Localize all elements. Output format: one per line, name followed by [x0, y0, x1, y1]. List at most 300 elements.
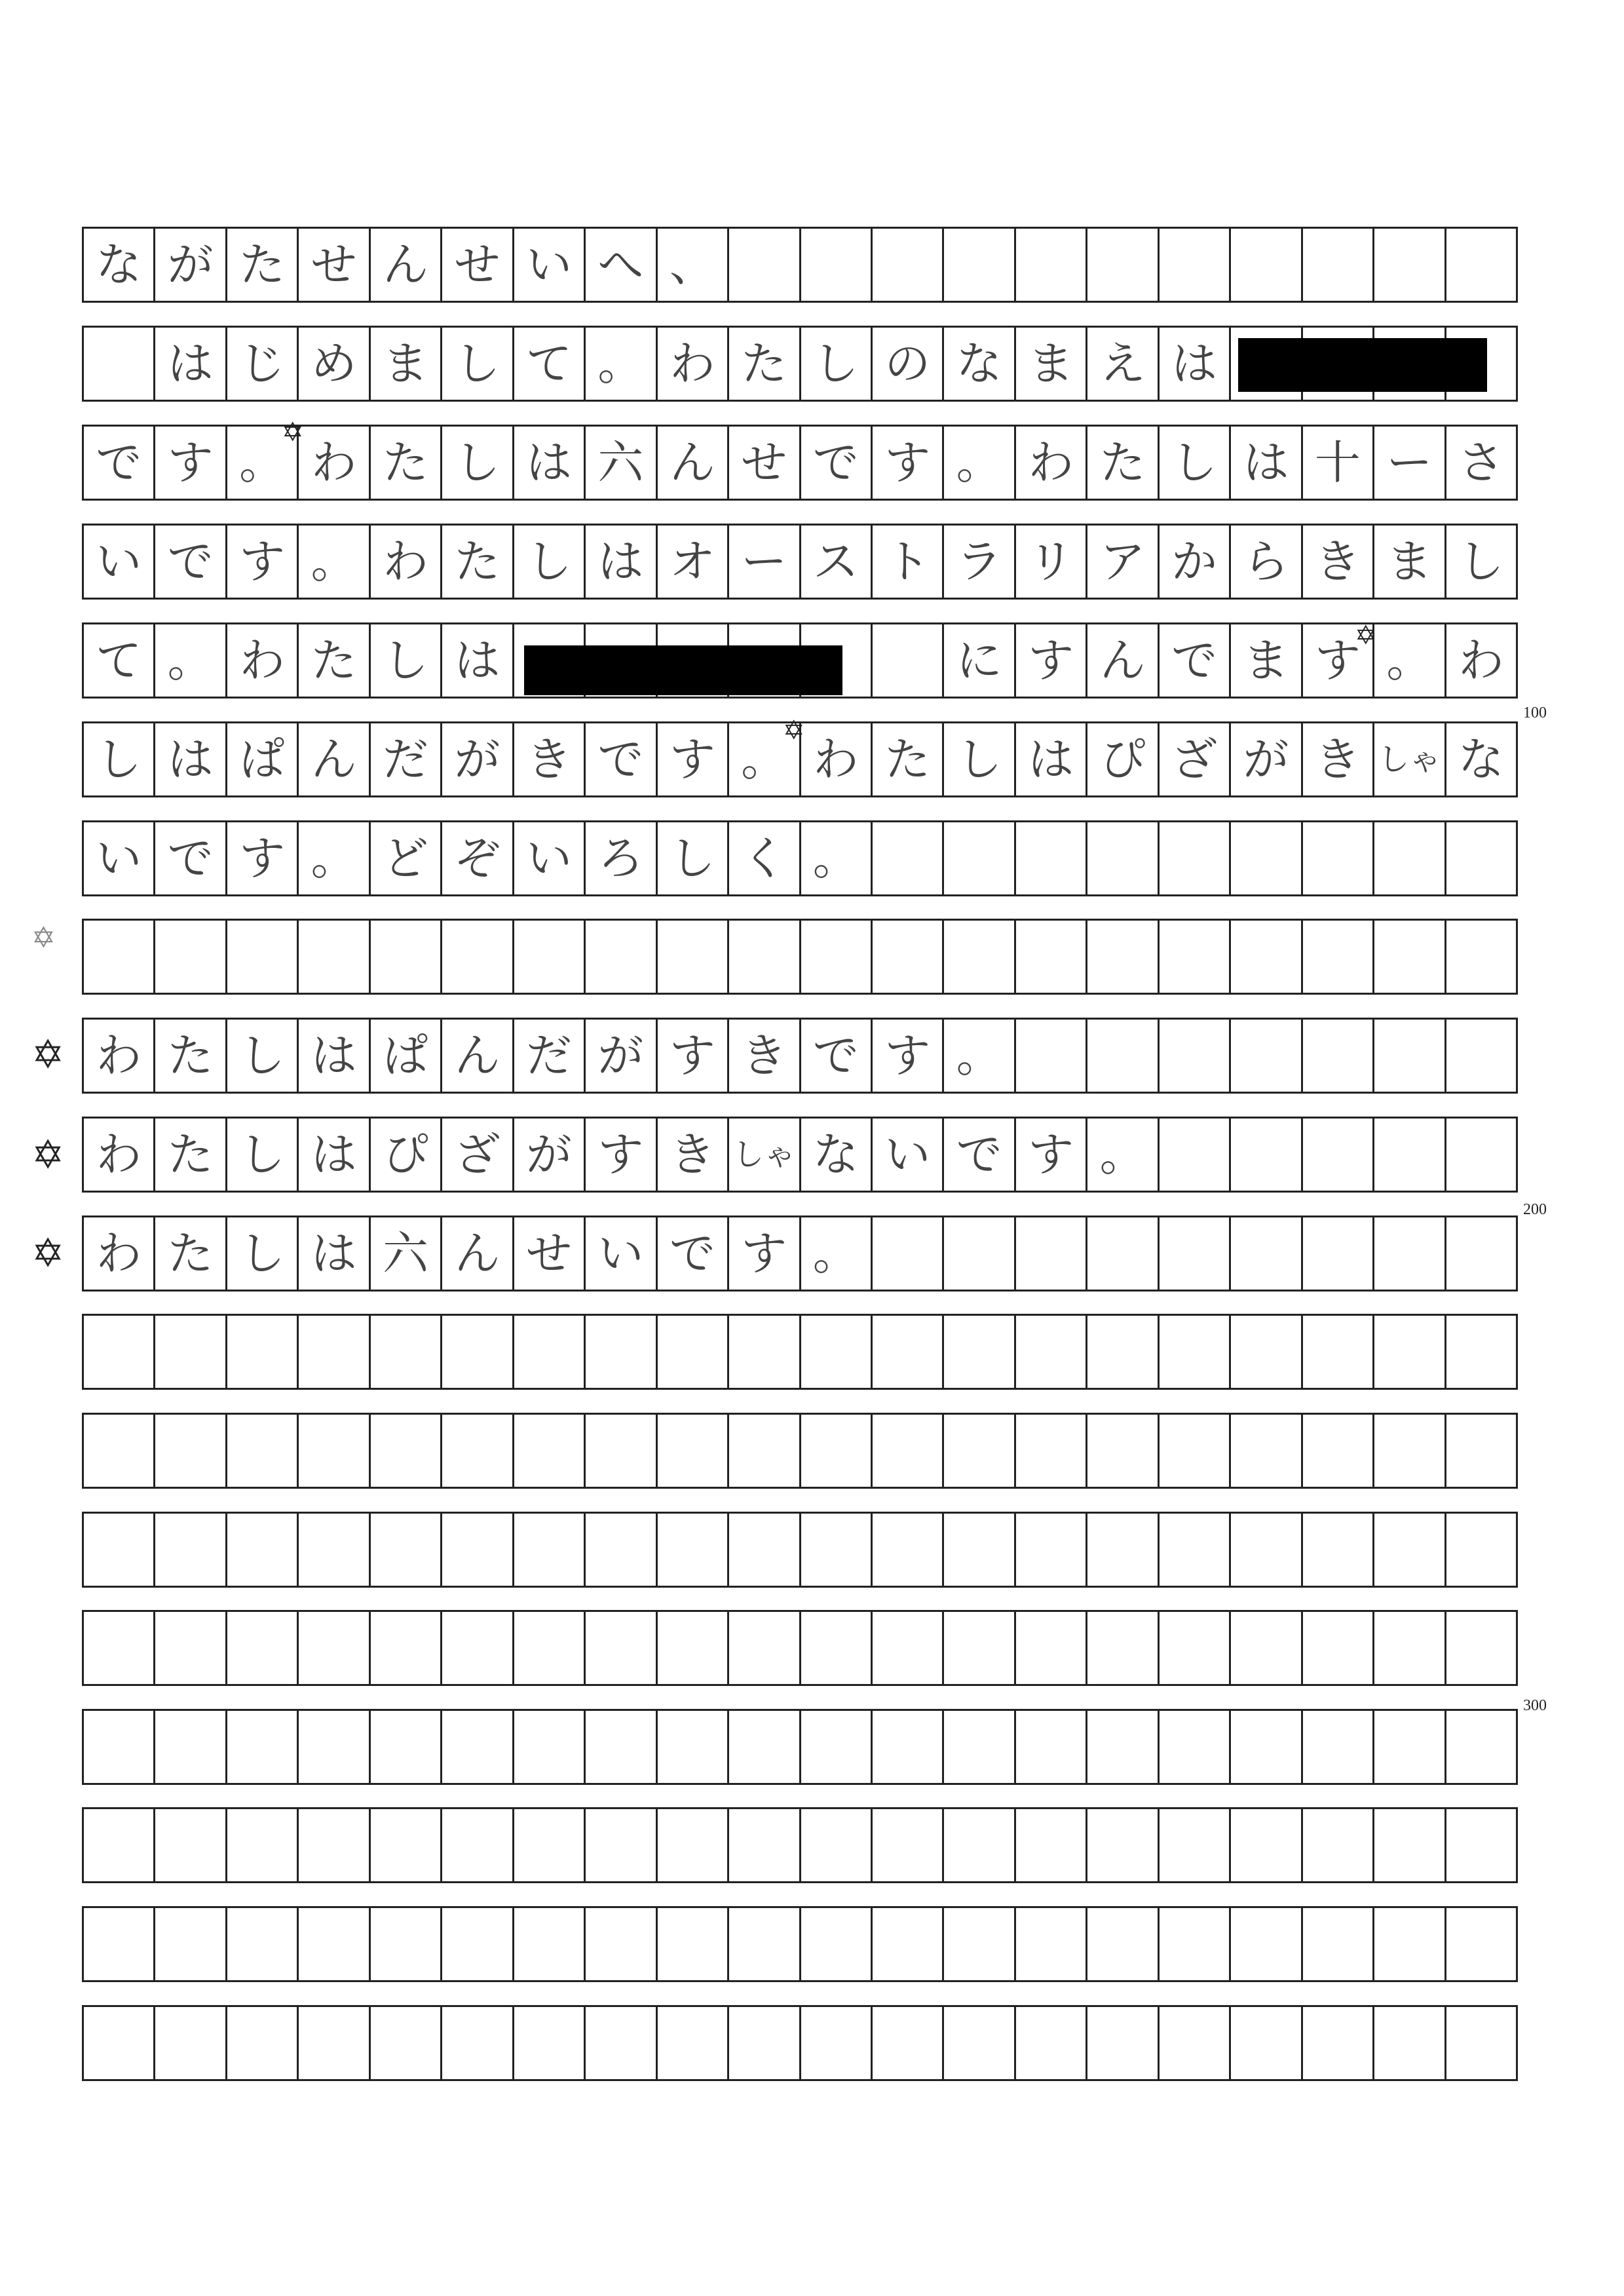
grid-cell: た — [1087, 427, 1159, 499]
grid-cell: し — [227, 1119, 299, 1191]
grid-cell — [1231, 1217, 1302, 1290]
grid-cell — [1231, 921, 1302, 993]
grid-cell: ろ — [586, 822, 657, 894]
grid-cell: だ — [514, 1020, 586, 1092]
grid-cell — [586, 1415, 657, 1487]
grid-cell — [801, 1908, 873, 1980]
grid-cell — [1087, 1415, 1159, 1487]
grid-cell: せ — [299, 229, 370, 301]
grid-cell — [873, 1514, 944, 1586]
redaction-bar — [1238, 338, 1487, 392]
grid-cell — [1446, 1514, 1518, 1586]
grid-cell: 六 — [371, 1217, 442, 1290]
grid-row — [82, 1314, 1518, 1390]
grid-cell — [155, 1908, 227, 1980]
grid-cell — [514, 1809, 586, 1881]
grid-cell — [442, 2007, 514, 2079]
grid-cell — [1016, 1612, 1087, 1684]
grid-cell — [84, 328, 155, 400]
grid-cell: き — [1303, 526, 1374, 598]
grid-cell — [84, 2007, 155, 2079]
grid-cell: は — [1231, 427, 1302, 499]
grid-cell: し — [1160, 427, 1231, 499]
grid-cell: ト — [873, 526, 944, 598]
grid-cell: く — [729, 822, 801, 894]
grid-cell — [155, 1316, 227, 1388]
grid-cell — [1303, 1119, 1374, 1191]
grid-cell: は — [155, 723, 227, 795]
grid-cell — [1231, 1415, 1302, 1487]
grid-cell: は — [299, 1217, 370, 1290]
grid-cell: す — [1016, 624, 1087, 697]
grid-row — [82, 1807, 1518, 1883]
grid-cell — [873, 229, 944, 301]
grid-cell — [1374, 1020, 1446, 1092]
grid-cell: か — [1160, 526, 1231, 598]
grid-cell — [586, 1316, 657, 1388]
grid-cell: 。 — [586, 328, 657, 400]
grid-cell — [1374, 1119, 1446, 1191]
grid-cell — [944, 1809, 1015, 1881]
grid-cell — [586, 2007, 657, 2079]
grid-cell — [227, 1514, 299, 1586]
grid-cell — [442, 1415, 514, 1487]
grid-cell — [729, 229, 801, 301]
grid-cell — [729, 921, 801, 993]
grid-cell — [801, 1809, 873, 1881]
grid-cell — [1160, 1217, 1231, 1290]
grid-cell: い — [873, 1119, 944, 1191]
grid-cell: す — [586, 1119, 657, 1191]
grid-cell: め — [299, 328, 370, 400]
grid-cell: で — [84, 427, 155, 499]
grid-cell — [873, 1612, 944, 1684]
grid-cell — [227, 1415, 299, 1487]
grid-cell — [586, 1514, 657, 1586]
grid-cell: ー — [729, 526, 801, 598]
grid-cell — [1374, 1217, 1446, 1290]
grid-cell — [84, 1514, 155, 1586]
grid-cell — [1231, 229, 1302, 301]
grid-cell — [873, 921, 944, 993]
grid-cell: で — [155, 526, 227, 598]
grid-cell: ん — [299, 723, 370, 795]
grid-row — [82, 1018, 1518, 1094]
grid-cell: わ — [299, 427, 370, 499]
grid-row — [82, 1215, 1518, 1292]
grid-cell: 。 — [801, 822, 873, 894]
grid-cell — [1087, 921, 1159, 993]
grid-cell — [514, 1415, 586, 1487]
grid-cell: わ — [84, 1217, 155, 1290]
grid-cell — [1160, 822, 1231, 894]
grid-cell: せ — [442, 229, 514, 301]
grid-cell — [944, 1316, 1015, 1388]
grid-cell: し — [442, 427, 514, 499]
grid-cell — [801, 2007, 873, 2079]
grid-cell: た — [155, 1119, 227, 1191]
grid-cell — [1303, 2007, 1374, 2079]
grid-cell — [1374, 1514, 1446, 1586]
grid-cell — [658, 1809, 729, 1881]
grid-cell: ぱ — [371, 1020, 442, 1092]
grid-cell: た — [371, 427, 442, 499]
grid-cell: は — [586, 526, 657, 598]
grid-cell — [658, 1514, 729, 1586]
grid-cell: き — [658, 1119, 729, 1191]
grid-cell — [1446, 2007, 1518, 2079]
grid-cell — [1087, 822, 1159, 894]
grid-cell — [1087, 1612, 1159, 1684]
grid-cell: わ — [84, 1020, 155, 1092]
grid-cell — [729, 1809, 801, 1881]
star-mark-icon: ✡ — [1355, 621, 1377, 651]
grid-cell: ぴ — [371, 1119, 442, 1191]
grid-cell: し — [514, 526, 586, 598]
grid-cell — [299, 1316, 370, 1388]
grid-cell — [155, 1711, 227, 1783]
grid-cell — [155, 1612, 227, 1684]
grid-cell — [1016, 1809, 1087, 1881]
grid-cell — [873, 1809, 944, 1881]
grid-cell: ど — [371, 822, 442, 894]
grid-cell — [1303, 1217, 1374, 1290]
grid-cell — [371, 1908, 442, 1980]
grid-cell — [801, 1612, 873, 1684]
grid-cell — [371, 2007, 442, 2079]
grid-cell: は — [155, 328, 227, 400]
grid-row — [82, 820, 1518, 896]
grid-cell — [1231, 1119, 1302, 1191]
grid-cell — [944, 1711, 1015, 1783]
grid-cell — [299, 1908, 370, 1980]
grid-cell — [299, 1415, 370, 1487]
grid-cell — [729, 1415, 801, 1487]
grid-cell: す — [1016, 1119, 1087, 1191]
grid-row — [82, 227, 1518, 303]
grid-cell — [586, 1908, 657, 1980]
grid-cell: た — [155, 1020, 227, 1092]
grid-cell: が — [514, 1119, 586, 1191]
grid-cell — [227, 2007, 299, 2079]
grid-cell — [873, 624, 944, 697]
grid-cell: は — [1016, 723, 1087, 795]
grid-cell — [1303, 1020, 1374, 1092]
grid-cell — [586, 1612, 657, 1684]
grid-cell: に — [944, 624, 1015, 697]
grid-cell — [1446, 1415, 1518, 1487]
grid-cell — [1374, 921, 1446, 993]
grid-cell — [1446, 1217, 1518, 1290]
grid-cell — [1087, 1809, 1159, 1881]
grid-cell — [1231, 1020, 1302, 1092]
grid-cell: リ — [1016, 526, 1087, 598]
grid-cell — [801, 1316, 873, 1388]
grid-cell — [442, 1908, 514, 1980]
grid-cell — [1231, 1809, 1302, 1881]
grid-cell: ん — [371, 229, 442, 301]
grid-cell: で — [658, 1217, 729, 1290]
grid-cell — [1374, 1809, 1446, 1881]
grid-cell: た — [729, 328, 801, 400]
grid-cell — [873, 1711, 944, 1783]
grid-cell: が — [155, 229, 227, 301]
grid-cell — [1160, 1316, 1231, 1388]
grid-cell: 十 — [1303, 427, 1374, 499]
grid-cell — [1087, 2007, 1159, 2079]
grid-cell — [1446, 1316, 1518, 1388]
grid-cell — [299, 1809, 370, 1881]
grid-cell — [944, 1415, 1015, 1487]
grid-cell — [84, 1415, 155, 1487]
grid-cell: な — [801, 1119, 873, 1191]
grid-cell — [1231, 1612, 1302, 1684]
grid-cell — [155, 2007, 227, 2079]
grid-cell — [1303, 229, 1374, 301]
grid-cell — [1374, 229, 1446, 301]
grid-row — [82, 524, 1518, 600]
grid-cell — [873, 822, 944, 894]
grid-cell — [299, 1711, 370, 1783]
star-mark-icon: ✡ — [31, 1032, 65, 1078]
grid-cell — [658, 1612, 729, 1684]
grid-cell: い — [514, 822, 586, 894]
grid-cell — [514, 1612, 586, 1684]
grid-cell — [1087, 229, 1159, 301]
grid-cell — [1303, 1415, 1374, 1487]
grid-cell — [944, 1217, 1015, 1290]
grid-cell — [1016, 1908, 1087, 1980]
grid-cell — [514, 2007, 586, 2079]
grid-cell: ら — [1231, 526, 1302, 598]
grid-cell — [1374, 2007, 1446, 2079]
character-count-mark: 200 — [1523, 1201, 1547, 1218]
grid-cell — [1016, 2007, 1087, 2079]
grid-row — [82, 2005, 1518, 2081]
grid-cell — [729, 1316, 801, 1388]
grid-cell — [84, 1908, 155, 1980]
grid-cell — [801, 921, 873, 993]
grid-cell: え — [1087, 328, 1159, 400]
grid-cell: わ — [801, 723, 873, 795]
grid-cell — [729, 1514, 801, 1586]
grid-cell — [1446, 822, 1518, 894]
grid-cell: 。 — [299, 526, 370, 598]
grid-cell: は — [1160, 328, 1231, 400]
grid-cell — [1160, 1711, 1231, 1783]
grid-cell — [1303, 1514, 1374, 1586]
grid-cell — [1016, 1020, 1087, 1092]
grid-cell — [1374, 1415, 1446, 1487]
grid-cell: ま — [371, 328, 442, 400]
grid-row — [82, 1413, 1518, 1489]
grid-cell — [1446, 1119, 1518, 1191]
grid-cell — [1231, 1908, 1302, 1980]
grid-cell: は — [514, 427, 586, 499]
grid-cell — [1160, 1119, 1231, 1191]
grid-cell: で — [1160, 624, 1231, 697]
grid-cell: は — [442, 624, 514, 697]
grid-cell — [801, 1514, 873, 1586]
star-mark-icon: ✡ — [31, 1132, 65, 1178]
grid-cell — [1016, 229, 1087, 301]
grid-cell — [442, 1514, 514, 1586]
grid-cell: た — [442, 526, 514, 598]
grid-cell: す — [873, 1020, 944, 1092]
grid-cell — [1303, 921, 1374, 993]
grid-cell: しゃ — [729, 1119, 801, 1191]
grid-cell: しゃ — [1374, 723, 1446, 795]
grid-cell: 。 — [1374, 624, 1446, 697]
grid-cell — [873, 1415, 944, 1487]
grid-cell: の — [873, 328, 944, 400]
grid-cell: せ — [514, 1217, 586, 1290]
grid-cell: ス — [801, 526, 873, 598]
grid-row — [82, 1117, 1518, 1193]
grid-cell — [729, 1711, 801, 1783]
grid-cell — [514, 1514, 586, 1586]
grid-cell: が — [586, 1020, 657, 1092]
grid-cell — [299, 2007, 370, 2079]
grid-cell — [1016, 1415, 1087, 1487]
grid-cell — [1303, 822, 1374, 894]
grid-cell — [155, 1514, 227, 1586]
grid-cell — [658, 1711, 729, 1783]
grid-cell — [944, 921, 1015, 993]
grid-cell — [801, 1711, 873, 1783]
grid-cell — [729, 1612, 801, 1684]
grid-cell — [442, 1316, 514, 1388]
grid-cell — [442, 1809, 514, 1881]
grid-cell — [1160, 1908, 1231, 1980]
grid-cell — [873, 1908, 944, 1980]
grid-cell — [1016, 921, 1087, 993]
grid-cell — [442, 921, 514, 993]
grid-cell: ぱ — [227, 723, 299, 795]
grid-cell: だ — [371, 723, 442, 795]
grid-cell — [1303, 1612, 1374, 1684]
grid-cell: が — [1231, 723, 1302, 795]
grid-cell — [801, 229, 873, 301]
grid-cell: わ — [371, 526, 442, 598]
grid-cell — [514, 1316, 586, 1388]
grid-cell — [1446, 1908, 1518, 1980]
grid-cell: て — [84, 624, 155, 697]
grid-cell: き — [514, 723, 586, 795]
grid-cell: き — [729, 1020, 801, 1092]
grid-cell — [1446, 1612, 1518, 1684]
grid-cell — [371, 1612, 442, 1684]
grid-cell: す — [1303, 624, 1374, 697]
grid-cell — [227, 1612, 299, 1684]
grid-cell: ん — [658, 427, 729, 499]
grid-cell: す — [658, 723, 729, 795]
grid-cell: た — [227, 229, 299, 301]
grid-cell — [1016, 822, 1087, 894]
grid-cell: ぞ — [442, 822, 514, 894]
grid-cell — [1087, 1711, 1159, 1783]
grid-cell — [1446, 1711, 1518, 1783]
grid-cell: わ — [227, 624, 299, 697]
grid-cell — [1374, 1711, 1446, 1783]
grid-cell — [586, 1711, 657, 1783]
grid-cell — [944, 229, 1015, 301]
grid-cell: い — [84, 822, 155, 894]
grid-cell — [84, 1612, 155, 1684]
grid-cell — [1016, 1316, 1087, 1388]
grid-cell: た — [299, 624, 370, 697]
grid-cell — [1231, 822, 1302, 894]
grid-cell — [84, 1809, 155, 1881]
grid-cell: わ — [84, 1119, 155, 1191]
grid-cell: じ — [227, 328, 299, 400]
grid-cell: 。 — [729, 723, 801, 795]
grid-cell: ん — [442, 1020, 514, 1092]
grid-cell — [1231, 1514, 1302, 1586]
grid-cell: が — [442, 723, 514, 795]
grid-cell: オ — [658, 526, 729, 598]
grid-cell: 。 — [1087, 1119, 1159, 1191]
grid-cell: ん — [442, 1217, 514, 1290]
grid-cell: 。 — [299, 822, 370, 894]
grid-cell: 。 — [944, 1020, 1015, 1092]
star-mark-icon: ✡ — [282, 417, 304, 448]
grid-cell — [1016, 1217, 1087, 1290]
grid-cell — [371, 1415, 442, 1487]
grid-row — [82, 1906, 1518, 1982]
grid-cell — [944, 1612, 1015, 1684]
grid-cell: し — [227, 1217, 299, 1290]
grid-cell — [1087, 1514, 1159, 1586]
grid-cell — [1231, 2007, 1302, 2079]
grid-cell: 。 — [227, 427, 299, 499]
grid-cell: し — [801, 328, 873, 400]
grid-cell: す — [729, 1217, 801, 1290]
grid-cell — [1160, 921, 1231, 993]
grid-cell: ま — [1374, 526, 1446, 598]
grid-cell — [1087, 1217, 1159, 1290]
grid-cell — [1374, 1316, 1446, 1388]
grid-cell — [155, 1415, 227, 1487]
grid-cell — [84, 1316, 155, 1388]
star-mark-icon: ✡ — [783, 716, 805, 746]
grid-cell: で — [944, 1119, 1015, 1191]
grid-cell — [1446, 1809, 1518, 1881]
grid-row — [82, 1512, 1518, 1588]
grid-cell: で — [586, 723, 657, 795]
grid-cell — [1446, 1020, 1518, 1092]
grid-cell — [729, 1908, 801, 1980]
grid-cell — [873, 1316, 944, 1388]
grid-cell — [84, 921, 155, 993]
grid-row — [82, 1709, 1518, 1785]
grid-cell — [1303, 1809, 1374, 1881]
grid-cell — [1160, 1514, 1231, 1586]
grid-cell — [1087, 1020, 1159, 1092]
grid-cell: す — [227, 526, 299, 598]
grid-cell: な — [1446, 723, 1518, 795]
grid-cell: し — [442, 328, 514, 400]
grid-cell — [658, 2007, 729, 2079]
grid-cell: で — [155, 822, 227, 894]
grid-cell — [944, 1514, 1015, 1586]
grid-cell: へ — [586, 229, 657, 301]
grid-cell — [371, 1809, 442, 1881]
grid-cell: す — [155, 427, 227, 499]
grid-cell: た — [155, 1217, 227, 1290]
grid-cell: し — [84, 723, 155, 795]
grid-cell — [729, 2007, 801, 2079]
